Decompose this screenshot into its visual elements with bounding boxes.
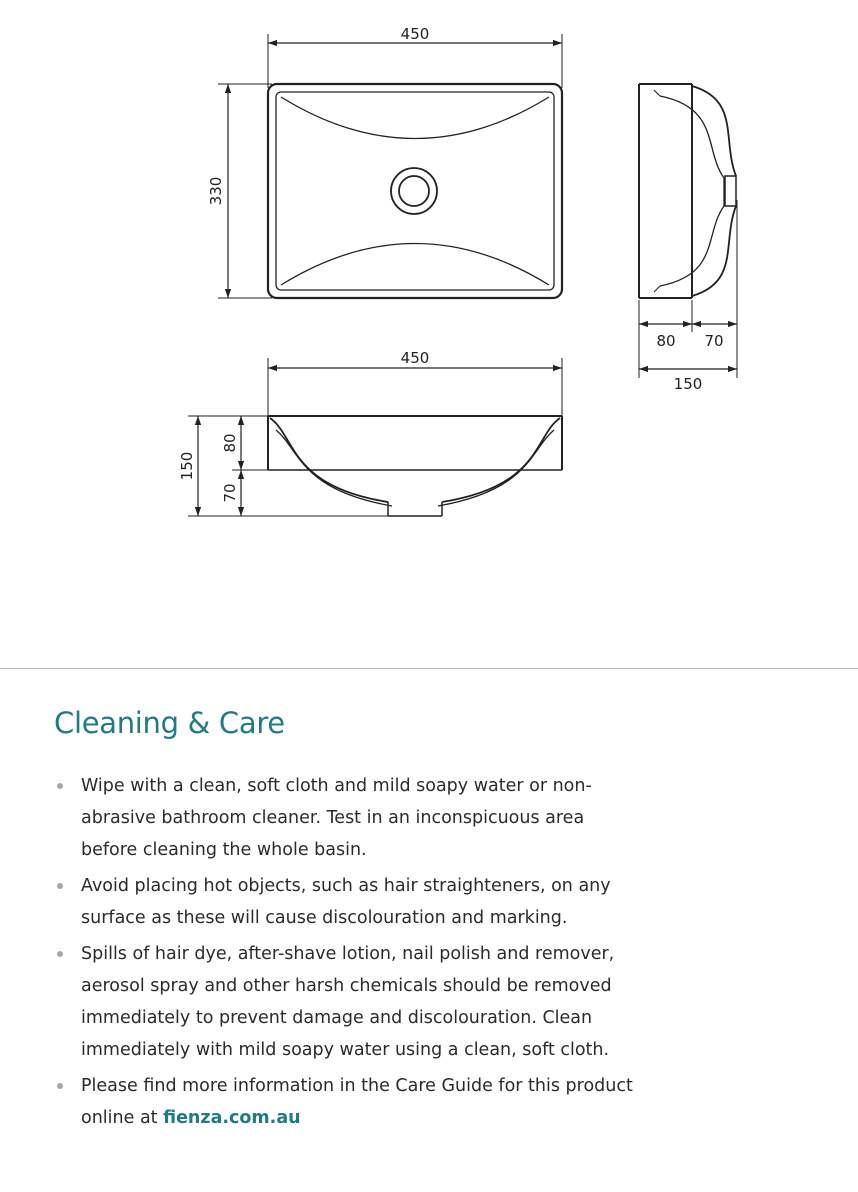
bullet-icon <box>57 783 63 789</box>
care-item: Please find more information in the Care Guide for this product online at fienza.com.au <box>54 1070 814 1134</box>
fienza-website-link[interactable]: fienza.com.au <box>163 1108 301 1128</box>
care-list <box>54 770 814 1138</box>
bullet-icon <box>57 1083 63 1089</box>
front-total-height-label: 150 <box>178 451 196 481</box>
care-item: Wipe with a clean, soft cloth and mild soapy water or non- abrasive bathroom cleaner. Test in an inconspicuous area before cleaning the whole basin. <box>54 770 814 866</box>
bullet-icon <box>57 951 63 957</box>
top-height-label: 330 <box>207 176 225 206</box>
top-view <box>218 34 562 298</box>
front-lower-label: 70 <box>221 483 239 503</box>
side-total-label: 150 <box>673 375 703 393</box>
side-right-label: 70 <box>704 332 724 350</box>
top-width-label: 450 <box>400 25 430 43</box>
care-item: Avoid placing hot objects, such as hair straighteners, on any surface as these will cause discolouration and marking. <box>54 870 814 934</box>
care-title: Cleaning & Care <box>54 706 285 740</box>
front-upper-label: 80 <box>221 433 239 453</box>
side-left-label: 80 <box>656 332 676 350</box>
section-divider <box>0 668 858 669</box>
bullet-icon <box>57 883 63 889</box>
care-item: Spills of hair dye, after-shave lotion, nail polish and remover, aerosol spray and other harsh chemicals should be removed immediately to prevent damage and discolouration. Clean immediately with mild soapy water using a clean, soft cloth. <box>54 938 814 1066</box>
front-width-label: 450 <box>400 349 430 367</box>
front-view <box>188 358 562 516</box>
